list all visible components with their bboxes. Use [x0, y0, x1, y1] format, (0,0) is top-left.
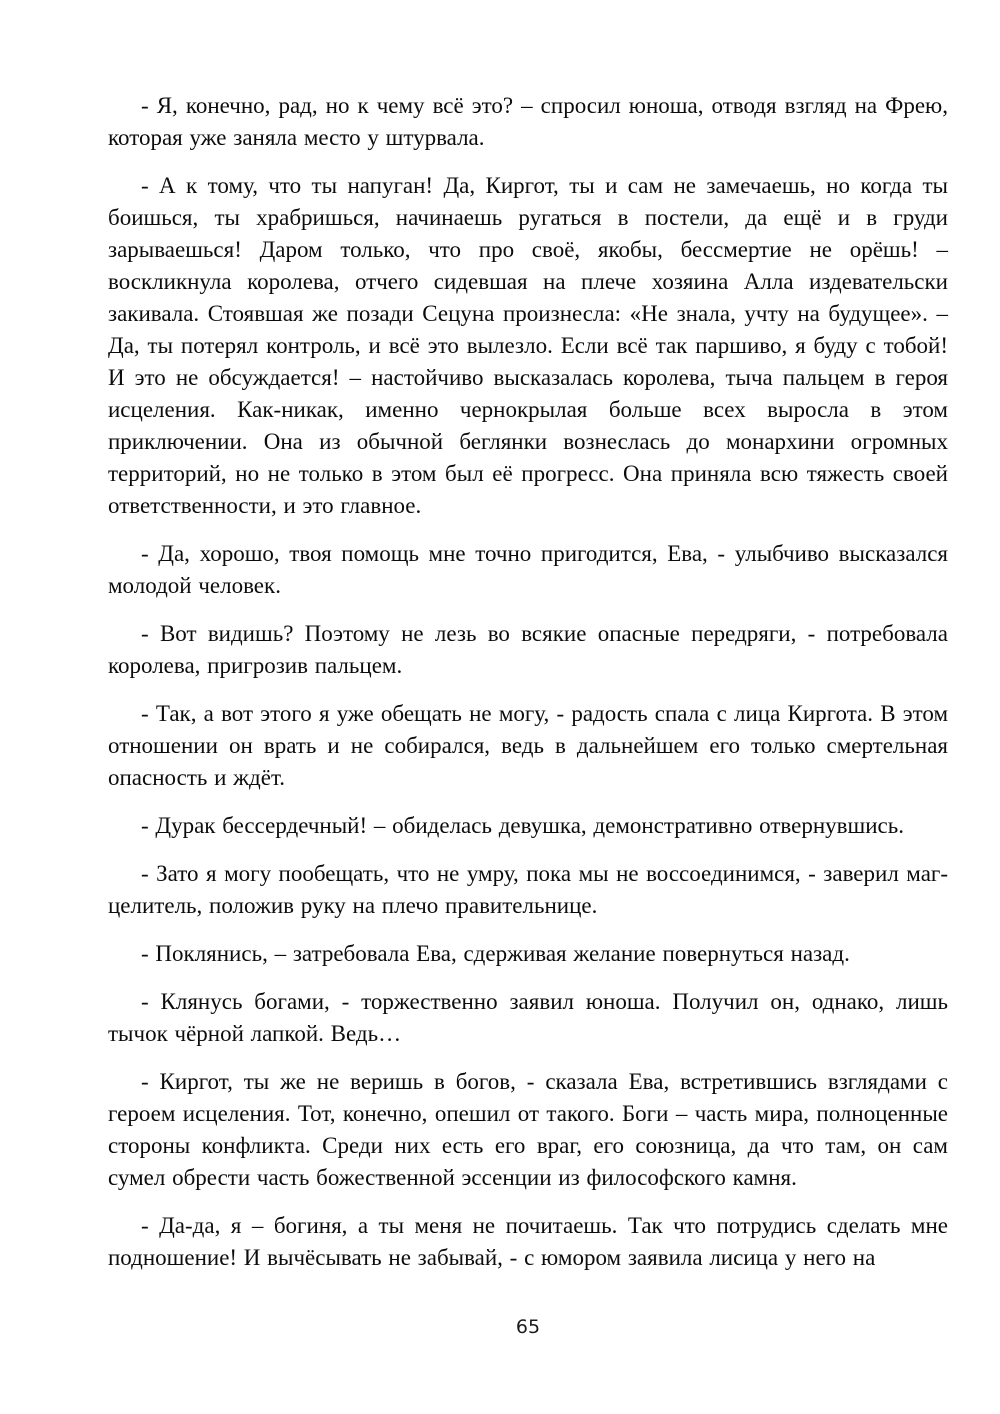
paragraph: - Так, а вот этого я уже обещать не могу, - радость спала с лица Киргота. В этом отношении он врать и не собирался, ведь в дальнейшем его только смертельная опасность и ждёт.	[108, 701, 948, 790]
paragraph: - Поклянись, – затребовала Ева, сдерживая желание повернуться назад.	[141, 941, 850, 966]
paragraph: - Да, хорошо, твоя помощь мне точно пригодится, Ева, - улыбчиво высказался молодой человек.	[108, 541, 948, 598]
paragraph: - Дурак бессердечный! – обиделась девушка, демонстративно отвернувшись.	[141, 813, 904, 838]
paragraph: - А к тому, что ты напуган! Да, Киргот, ты и сам не замечаешь, но когда ты боишься, ты храбришься, начинаешь ругаться в постели, да ещё и в груди зарываешься! Даром только, что про своё, якобы, бессмертие не орёшь! – воскликнула королева, отчего сидевшая на плече хозяина Алла издевательски закивала. Стоявшая же позади Сецуна произнесла: «Не знала, учту на будущее». – Да, ты потерял контроль, и всё это вылезло. Если всё так паршиво, я буду с тобой! И это не обсуждается! – настойчиво высказалась королева, тыча пальцем в героя исцеления. Как-никак, именно чернокрылая больше всех выросла в этом приключении. Она из обычной беглянки вознеслась до монархини огромных территорий, но не только в этом был её прогресс. Она приняла всю тяжесть своей ответственности, и это главное.	[108, 173, 948, 518]
page-number: 65	[515, 1316, 541, 1338]
paragraph: - Да-да, я – богиня, а ты меня не почитаешь. Так что потрудись сделать мне подношение! И вычёсывать не забывай, - с юмором заявила лисица у него на	[108, 1213, 948, 1270]
paragraph: - Зато я могу пообещать, что не умру, пока мы не воссоединимся, - заверил маг-целитель, положив руку на плечо правительнице.	[108, 861, 948, 918]
paragraph: - Клянусь богами, - торжественно заявил юноша. Получил он, однако, лишь тычок чёрной лапкой. Ведь…	[108, 989, 948, 1046]
paragraph: - Я, конечно, рад, но к чему всё это? – спросил юноша, отводя взгляд на Фрею, которая уже заняла место у штурвала.	[108, 93, 948, 150]
paragraph: - Киргот, ты же не веришь в богов, - сказала Ева, встретившись взглядами с героем исцеления. Тот, конечно, опешил от такого. Боги – часть мира, полноценные стороны конфликта. Среди них есть его враг, его союзница, да что там, он сам сумел обрести часть божественной эссенции из философского камня.	[108, 1069, 948, 1190]
paragraph: - Вот видишь? Поэтому не лезь во всякие опасные передряги, - потребовала королева, пригрозив пальцем.	[108, 621, 948, 678]
page-text	[108, 90, 948, 1274]
